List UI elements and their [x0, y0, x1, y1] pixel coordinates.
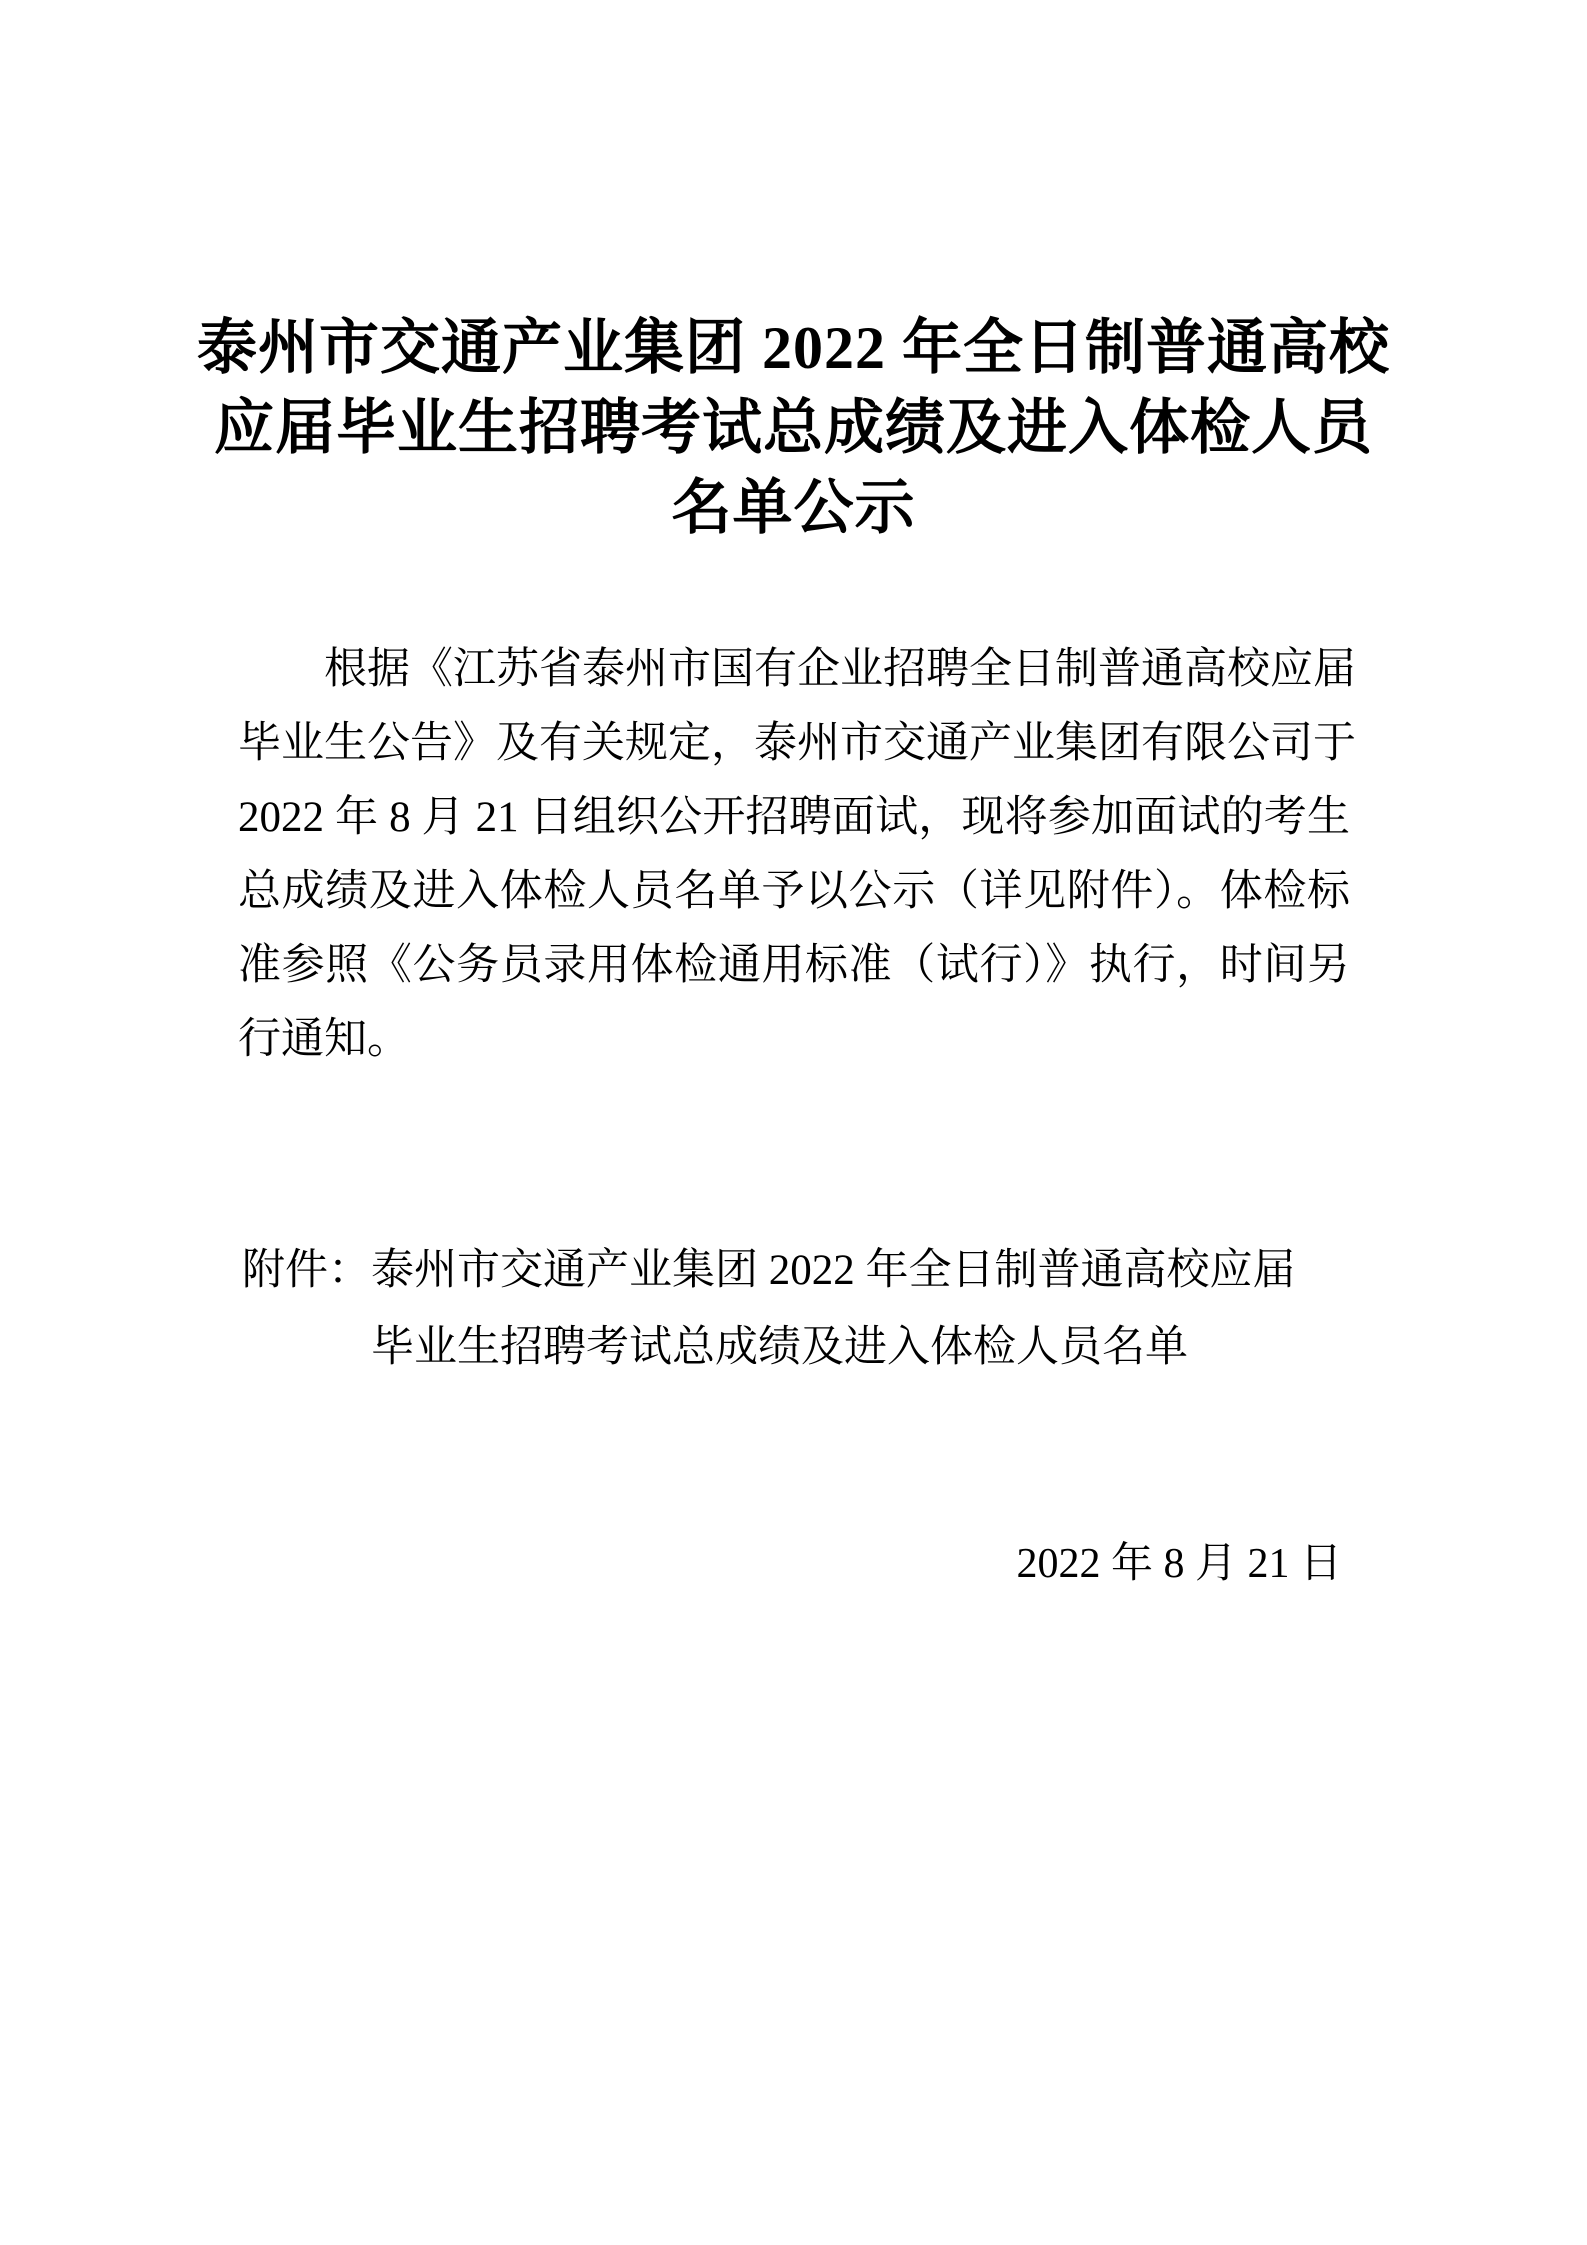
attachment-line: 泰州市交通产业集团 2022 年全日制普通高校应届	[371, 1247, 1296, 1294]
document-title	[0, 308, 1587, 548]
title-line-2: 应届毕业生招聘考试总成绩及进入体检人员	[214, 395, 1373, 461]
attachment-section	[242, 1232, 1296, 1386]
paragraph-line: 行通知。	[238, 1016, 410, 1063]
title-line-1: 泰州市交通产业集团 2022 年全日制普通高校	[197, 315, 1390, 381]
paragraph-line: 准参照《公务员录用体检通用标准（试行）》执行，时间另	[238, 942, 1350, 989]
paragraph-line: 总成绩及进入体检人员名单予以公示（详见附件）。体检标	[238, 868, 1350, 915]
paragraph-line: 毕业生公告》及有关规定，泰州市交通产业集团有限公司于	[238, 720, 1356, 767]
document-date: 2022 年 8 月 21 日	[1016, 1541, 1342, 1587]
attachment-line: 毕业生招聘考试总成绩及进入体检人员名单	[371, 1324, 1188, 1371]
title-line-3: 名单公示	[671, 475, 916, 541]
attachment-text	[371, 1232, 1296, 1386]
body-paragraph	[238, 633, 1356, 1077]
attachment-label: 附件：	[242, 1247, 371, 1294]
paragraph-line: 根据《江苏省泰州市国有企业招聘全日制普通高校应届	[324, 646, 1356, 693]
paragraph-line: 2022 年 8 月 21 日组织公开招聘面试，现将参加面试的考生	[238, 794, 1350, 841]
